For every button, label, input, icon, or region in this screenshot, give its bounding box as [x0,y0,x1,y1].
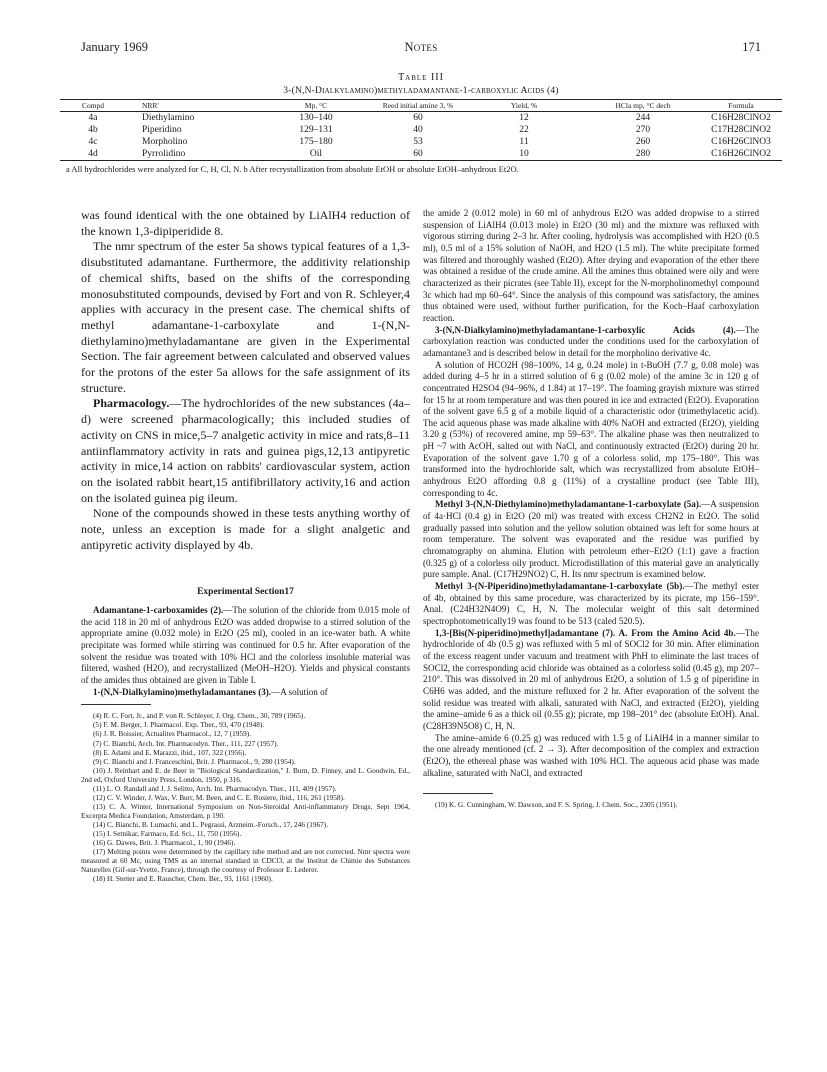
paragraph [81,687,410,699]
run-in-heading: Pharmacology. [93,396,170,411]
cell-yield: 10 [519,149,529,159]
paragraph: The nmr spectrum of the ester 5a shows typical features of a 1,3-disubstituted adamantane. Furthermore, the additivity relationship of chemical shifts, based on the shifts of the corresponding monosubstituted compounds, devised by Fort and von R. Schleyer,4 applies with accuracy in the present case. The chemical shifts of methyl adamantane-1-carboxylate and 1-(N,N-diethylamino)methyladamantane are given in the Experimental Section. The fair agreement between calculated and observed values for the protons of the ester 5a allows for the safe assignment of its structure. [81,239,410,395]
cell-reed: 40 [413,125,423,135]
footnote: (16) G. Dawes, Brit. J. Pharmacol., 1, 90 (1946). [93,838,236,848]
cell-nrr: Morpholino [142,137,188,147]
footnote: (6) J. R. Boissier, Actualites Pharmacol., 12, 7 (1959). [93,729,251,739]
paragraph-text: —The solution of the chloride from 0.015 mole of the acid 118 in 20 ml of anhydrous Et2O was added dropwise to a stirred solution of the appropriate amine (0.032 mole) in Et2O (25 ml), cooled in an ice-water bath. A white precipitate was formed while stirring was continued for 0.5 hr. After evaporation of the solvent the residue was treated with 10% HCl and the colorless insoluble material was filtered, washed (H2O), and recrystallized (MeOH–H2O). Yields and physical constants of the amides thus obtained are given in Table I. [81,605,410,686]
table-row [60,148,782,160]
footnotes [81,711,410,883]
page-number: 171 [742,40,761,54]
paragraph [423,628,759,733]
col-header-mp: Mp, °C [304,101,328,110]
cell-compd: 4d [88,149,98,159]
cell-yield: 12 [519,113,529,123]
footnote-rule [81,704,151,705]
table-bottom-rule [60,160,782,161]
col-header-hcl: HCla mp, °C decb [615,101,671,110]
footnote: (15) I. Setnikar, Farmaco, Ed. Sci., 11, 750 (1956). [93,828,242,838]
paragraph-text: —A suspension of 4a·HCl (0.4 g) in Et2O (20 ml) was treated with excess CH2N2 in Et2O. The solid gradually passed into solution and the yellow solution obtained was left for some hours at room temperature. The solvent was evaporated and the residue was purified by chromatography on alumina. Elution with petroleum ether–Et2O (1:1) gave a fraction (0.325 g) of a colorless oily product. Microdistillation of this material gave an analytically pure sample. Anal. (C17H29NO2) C, H. Its nmr spectrum is examined below. [423,499,759,580]
cell-compd: 4a [88,113,98,123]
cell-formula: C16H26ClNO2 [711,149,771,159]
col-header-compd: Compd [81,101,105,110]
paragraph: None of the compounds showed in these tests anything worthy of note, unless an exception is made for a slight analgetic and antipyretic activity displayed by 4b. [81,506,410,552]
issue-date: January 1969 [81,40,148,54]
cell-yield: 11 [519,137,529,147]
table-row [60,136,782,148]
footnote: (13) C. A. Winter, International Symposium on Non-Steroidal Anti-inflammatory Drugs, Sept 1964, Excerpta Medica Foundation, Amsterdam, p 190. [81,801,410,820]
table-row [60,124,782,136]
footnote: (4) R. C. Fort, Jr., and P. von R. Schleyer, J. Org. Chem., 30, 789 (1965). [93,711,306,721]
col-header-yield: Yield, % [510,101,538,110]
paragraph [81,396,410,506]
table-grid [60,100,782,160]
run-in-heading: 1-(N,N-Dialkylamino)methyladamantanes (3). [93,686,272,697]
section-name: Notes [404,40,438,54]
paragraph-text: —A solution of [271,686,328,697]
footnote: (9) C. Bianchi and J. Franceschini, Brit. J. Pharmacol., 9, 280 (1954). [93,756,296,766]
cell-nrr: Pyrrolidino [142,149,186,159]
table-label: Table III [398,72,444,83]
footnote: (19) K. G. Cunningham, W. Dawson, and F. S. Spring, J. Chem. Soc., 2305 (1951). [435,800,678,810]
paragraph-text: —The hydrochlorides of the new substances (4a–d) were screened pharmacologically; this included studies of activity on CNS in mice,5–7 analgetic activity in mice and rats,8–11 antiinflammatory activity in rats and guinea pigs,12,13 antipyretic activity in mice,14 action on rabbits' cardiovascular system, action on the isolated rabbit heart,15 antifibrillatory activity,16 and action on the isolated guinea pig ileum. [81,396,410,505]
paragraph [423,581,759,628]
footnote: (7) C. Bianchi, Arch. Int. Pharmacodyn. Ther., 111, 227 (1957). [93,738,279,748]
paragraph [81,605,410,687]
footnote-rule [423,793,493,794]
footnote: (12) C. V. Winder, J. Wax, V. Burr, M. Been, and C. E. Rosiere, ibid., 116, 261 (1958). [93,792,345,802]
table-footnote: a All hydrochlorides were analyzed for C, H, Cl, N. b After recrystallization from absolute EtOH or absolute EtOH–anhydrous Et2O. [66,164,519,174]
cell-hcl: 244 [635,113,651,123]
table-iii [60,72,782,174]
cell-reed: 60 [413,113,423,123]
table-title: 3-(N,N-Dialkylamino)methyladamantane-1-carboxylic Acids (4) [283,86,559,96]
col-header-formula: Formula [728,101,754,110]
cell-formula: C16H26ClNO3 [711,137,771,147]
paragraph: was found identical with the one obtained by LiAlH4 reduction of the known 1,3-dipiperidide 8. [81,208,410,238]
cell-nrr: Diethylamino [142,113,195,123]
paragraph [423,325,759,360]
paragraph: The amine–amide 6 (0.25 g) was reduced with 1.5 g of LiAlH4 in a manner similar to the one already mentioned (cf. 2 → 3). After decomposition of the complex and extraction (Et2O), the ethereal phase was washed with 10% HCl. The aqueous acid phase was made alkaline, saturated with NaCl, and extracted [423,732,759,778]
cell-mp: 175–180 [299,137,333,147]
footnote: (5) F. M. Berger, J. Pharmacol. Exp. Ther., 93, 470 (1948). [93,720,265,730]
paragraph: A solution of HCO2H (98–100%, 14 g, 0.24 mole) in t-BuOH (7.7 g, 0.08 mole) was added during 4–5 hr in a stirred solution of 6 g (0.02 mole) of the amine 3c in 120 g of concentrated H2SO4 (94–96%, d 1.84) at 17–19°. The foaming grayish mixture was stirred for 15 hr at room temperature and was then poured in ice and extracted (Et2O). Evaporation of the solvent gave 6.5 g of a mobile liquid of a characteristic odor (trimethylacetic acid). The acid aqueous phase was made alkaline with 40% NaOH and extracted (Et2O), yielding 3.20 g (53%) of recovered amine, mp 59–63°. The alkaline phase was then neutralized to pH ~7 with AcOH, salted out with NaCl, and continuously extracted (Et2O) during 20 hr. Evaporation of the solvent gave 1.70 g of a colorless solid, mp 175–180°. This was transformed into the hydrochloride salt, which was recrystallized from absolute EtOH–anhydrous Et2O affording 0.8 g (11%) of a crystalline product (see Table III), corresponding to 4c. [423,359,759,498]
cell-reed: 60 [413,149,423,159]
section-heading: Experimental Section17 [197,587,294,598]
run-in-heading: Methyl 3-(N,N-Diethylamino)methyladamantane-1-carboxylate (5a). [435,499,702,510]
right-column [423,208,759,809]
footnote: (8) E. Adami and E. Marazzi, ibid., 107, 322 (1956). [93,747,247,757]
cell-mp: Oil [309,149,323,159]
table-header-row [60,100,782,111]
footnote: (18) H. Stetter and E. Rauscher, Chem. Ber., 93, 1161 (1960). [93,874,273,884]
cell-reed: 53 [413,137,423,147]
paragraph-text: —The hydrochloride of 4b (0.5 g) was refluxed with 5 ml of SOCl2 for 30 min. After elimination of the excess reagent under vacuum and treatment with PhH to eliminate the last traces of SOCl2, the corresponding acid chloride was obtained as a colorless solid (0.45 g), mp 207–210°. This was dissolved in 20 ml of anhydrous Et2O, a solution of 1.5 g of piperidine in C6H6 was added, and the mixture refluxed for 2 hr. After evaporation of the solvent the solid residue was treated with alkali, saturated with NaCl, and extracted (Et2O), yielding the amine–amide 6 as a thick oil (0.55 g); picrate, mp 198–201° dec (absolute EtOH). Anal. (C28H39N5O8) C, H, N. [423,627,759,731]
footnote: (10) J. Reinhart and E. de Beer in "Biological Standardization," J. Burn, D. Finney, and L. Goodwin, Ed., 2nd ed, Oxford University Press, London, 1950, p 316. [81,765,410,784]
cell-compd: 4b [88,125,98,135]
paragraph: the amide 2 (0.012 mole) in 60 ml of anhydrous Et2O was added dropwise to a stirred suspension of LiAlH4 (0.013 mole) in Et2O (30 ml) and the mixture was refluxed with vigorous stirring during 2–3 hr. After cooling, hydrolysis was accomplished with H2O (0.5 ml), 0.5 ml of a 15% solution of NaOH, and H2O (1.5 ml). The white precipitate formed was filtered and thoroughly washed (Et2O). After drying and evaporation of the ether there was obtained a residue of the crude amine. All the amines thus obtained were oily and were characterized as their picrates (see Table II), except for the N-morpholinomethyl compound 3c which had mp 60–64°. Since the analysis of this compound was satisfactory, the amines thus obtained were used, without further purification, for the Koch–Haaf carboxylation reaction. [423,208,759,323]
run-in-heading: Adamantane-1-carboxamides (2). [93,605,224,616]
paragraph [423,499,759,581]
cell-mp: 130–140 [299,113,333,123]
run-in-heading: 1,3-[Bis(N-piperidino)methyl]adamantane (7). A. From the Amino Acid 4b. [435,627,736,638]
paragraph-text: —The methyl ester of 4b, obtained by this same procedure, was characterized by its picrate, mp 156–159°. Anal. (C24H32N4O9) C, H, N. The molecular weight of this salt determined spectrophotometrically19 was found to be 513 (caled 520.5). [423,581,760,626]
cell-nrr: Piperidino [142,125,182,135]
cell-yield: 22 [519,125,529,135]
cell-mp: 129–131 [299,125,333,135]
cell-hcl: 270 [635,125,651,135]
run-in-heading: 3-(N,N-Dialkylamino)methyladamantane-1-carboxylic Acids (4). [435,324,736,335]
cell-hcl: 280 [635,149,651,159]
footnote: (17) Melting points were determined by the capillary tube method and are not corrected. Nmr spectra were measured at 60 Mc, using TMS as an internal standard in CDCl3, at the Institut de Chimie des Substances Naturelles (Gif-sur-Yvette, France), through the courtesy of Professor E. Lederer. [81,847,410,875]
col-header-reed: Reed initial amine 3, % [382,101,454,110]
table-row [60,112,782,124]
cell-formula: C16H28ClNO2 [711,113,771,123]
running-header [81,40,761,56]
cell-hcl: 260 [635,137,651,147]
paragraph-text: —The carboxylation reaction was conducted under the conditions used for the carboxylation of adamantane3 and is described below in detail for the morpholino derivative 4c. [423,324,759,358]
cell-formula: C17H28ClNO2 [711,125,771,135]
run-in-heading: Methyl 3-(N-Piperidino)methyladamantane-1-carboxylate (5b). [435,581,685,591]
left-column [81,208,410,883]
footnote: (11) L. O. Randall and J. J. Selitto, Arch. Int. Pharmacodyn. Ther., 111, 409 (1957). [93,783,337,793]
cell-compd: 4c [88,137,98,147]
col-header-nrr: NRR' [142,101,159,110]
footnote: (14) C. Bianchi, B. Lumachi, and L. Pegrassi, Arzneim.-Forsch., 17, 246 (1967). [93,819,329,829]
